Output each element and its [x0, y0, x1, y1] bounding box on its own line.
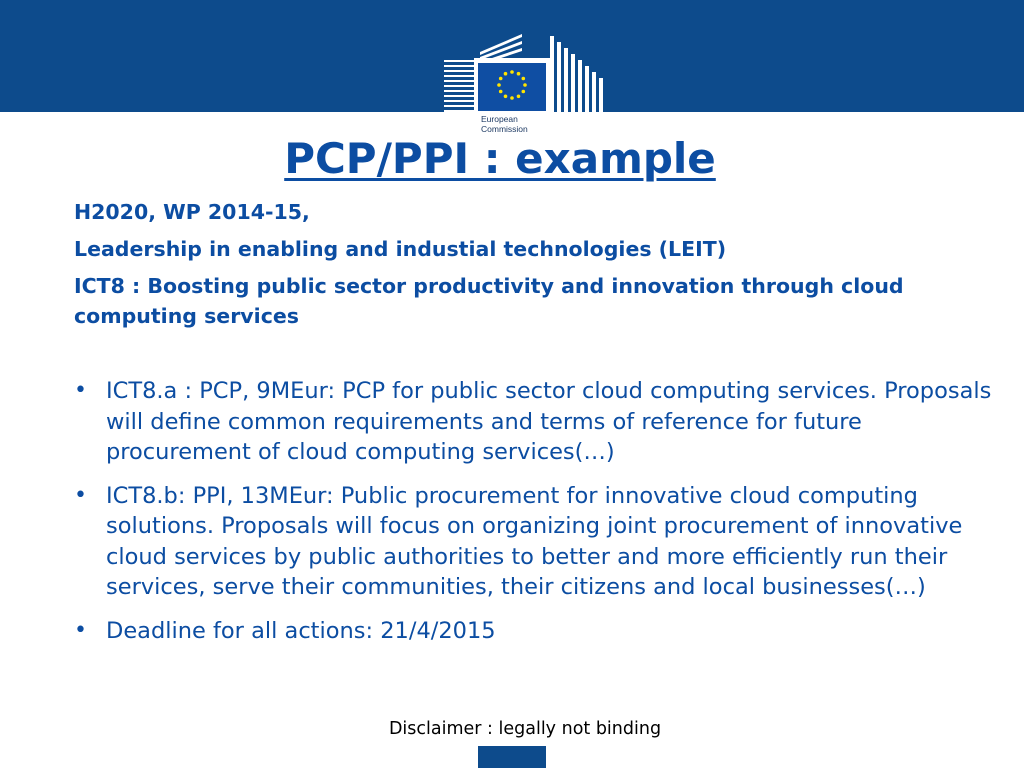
bullet-text: ICT8.b: PPI, 13MEur: Public procurement for innovative cloud computing solutions. Proposals will focus on organizing joint procurement of innovative cloud services by public authorities to better and more efficiently run their services, serve their communities, their citizens and local businesses(…) — [106, 482, 963, 600]
bullet-text: ICT8.a : PCP, 9MEur: PCP for public sector cloud computing services. Proposals will define common requirements and terms of reference for future procurement of cloud computing services(…) — [106, 378, 992, 465]
bullet-item-ict8a — [74, 376, 1004, 468]
heading-ict8: ICT8 : Boosting public sector productivity and innovation through cloud computing services — [74, 274, 904, 328]
bullet-dot-icon: • — [74, 378, 87, 403]
logo-label-line2: Commission — [481, 124, 528, 134]
logo-label — [481, 114, 571, 134]
logo-label-line1: European — [481, 114, 518, 124]
slide-title: PCP/PPI : example — [284, 134, 716, 183]
bullet-item-deadline — [74, 616, 1004, 647]
bullet-text: Deadline for all actions: 21/4/2015 — [106, 617, 496, 644]
bullet-list — [74, 376, 1004, 659]
disclaimer-text: Disclaimer : legally not binding — [388, 719, 662, 739]
eu-flag — [478, 63, 546, 111]
logo-building-right — [550, 36, 603, 114]
heading-leit: Leadership in enabling and industial technologies (LEIT) — [74, 237, 727, 261]
bullet-item-ict8b — [74, 481, 1004, 603]
footer-tab — [478, 746, 546, 768]
heading-programme: H2020, WP 2014-15, — [74, 200, 310, 224]
bullet-dot-icon: • — [74, 482, 87, 508]
bullet-dot-icon: • — [74, 617, 87, 643]
